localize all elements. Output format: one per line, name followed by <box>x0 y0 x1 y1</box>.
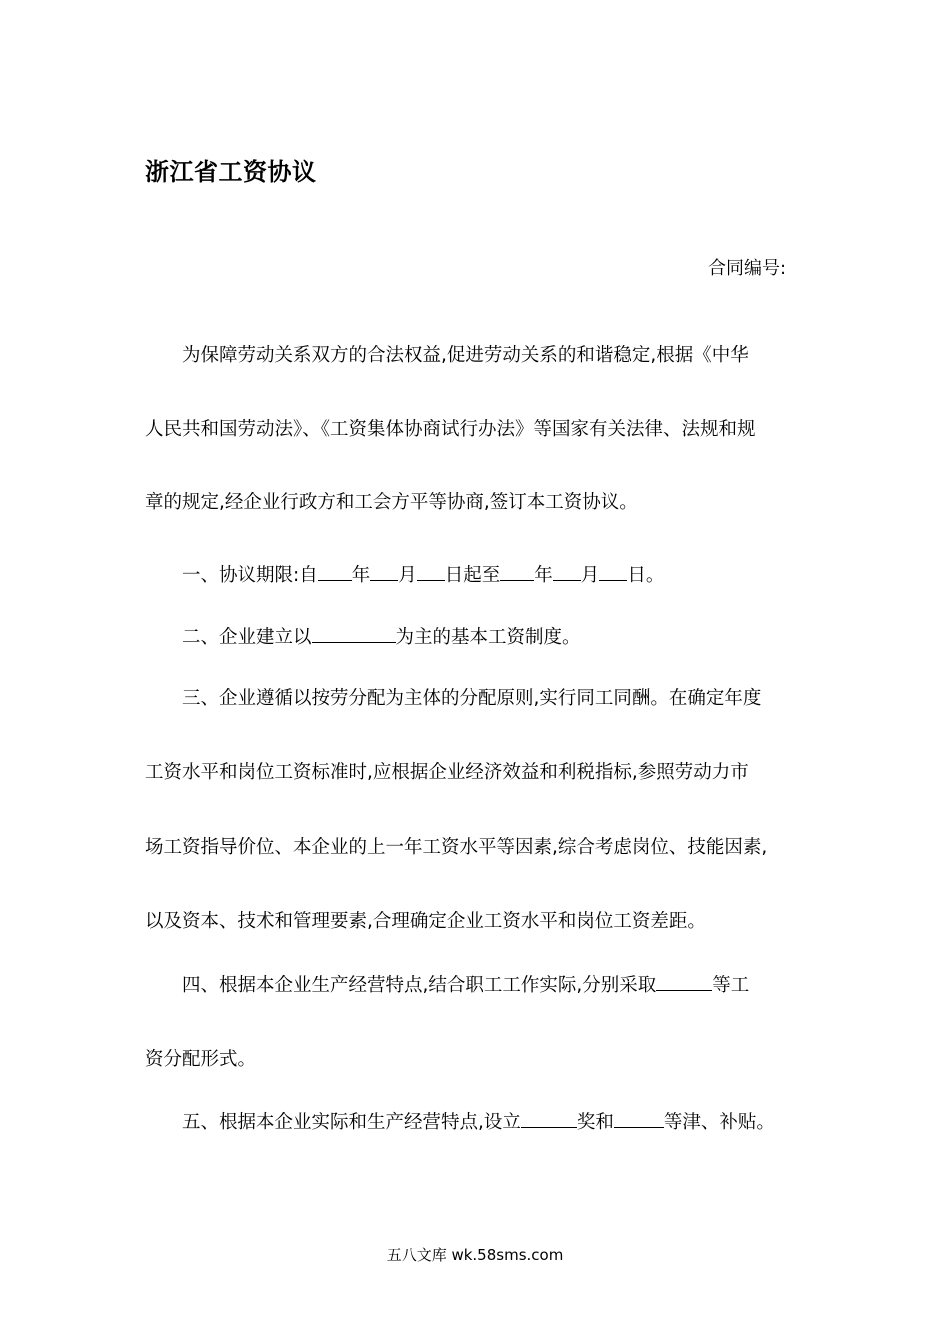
clause-3-line-3: 场工资指导价位、本企业的上一年工资水平等因素,综合考虑岗位、技能因素, <box>145 837 768 858</box>
clause-4-text-a: 四、根据本企业生产经营特点,结合职工工作实际,分别采取 <box>182 975 657 996</box>
blank-wage-system <box>312 624 396 643</box>
blank-start-day <box>417 562 445 581</box>
clause-2-text-b: 为主的基本工资制度。 <box>395 627 581 648</box>
blank-bonus <box>521 1109 577 1128</box>
document-title: 浙江省工资协议 <box>145 158 317 186</box>
clause-2 <box>182 624 581 651</box>
clause-4-line-2: 资分配形式。 <box>145 1049 257 1070</box>
clause-5 <box>182 1109 775 1136</box>
clause-4-line-1 <box>182 972 749 999</box>
blank-distribution-form <box>656 972 712 991</box>
clause-1-text-d: 日起至 <box>444 565 501 586</box>
clause-1-text-g: 日。 <box>627 565 665 586</box>
contract-number-label: 合同编号: <box>708 258 787 279</box>
intro-line-2: 人民共和国劳动法》、《工资集体协商试行办法》等国家有关法律、法规和规 <box>145 419 756 440</box>
clause-5-text-c: 等津、补贴。 <box>663 1112 775 1133</box>
intro-line-3: 章的规定,经企业行政方和工会方平等协商,签订本工资协议。 <box>145 492 638 513</box>
clause-1-text-b: 年 <box>351 565 371 586</box>
clause-1-text-c: 月 <box>398 565 417 586</box>
clause-5-text-a: 五、根据本企业实际和生产经营特点,设立 <box>182 1112 521 1133</box>
blank-allowance <box>614 1109 664 1128</box>
blank-end-year <box>500 562 534 581</box>
clause-1-text-f: 月 <box>580 565 600 586</box>
clause-5-text-b: 奖和 <box>576 1112 614 1133</box>
clause-1-text-e: 年 <box>534 565 553 586</box>
clause-4-text-b: 等工 <box>712 975 750 996</box>
footer-watermark: 五八文库 wk.58sms.com <box>386 1246 564 1264</box>
clause-3-line-2: 工资水平和岗位工资标准时,应根据企业经济效益和利税指标,参照劳动力市 <box>145 762 749 783</box>
clause-3-line-4: 以及资本、技术和管理要素,合理确定企业工资水平和岗位工资差距。 <box>145 911 706 932</box>
intro-line-1: 为保障劳动关系双方的合法权益,促进劳动关系的和谐稳定,根据《中华 <box>182 345 749 366</box>
clause-1-text-a: 一、协议期限:自 <box>182 565 318 586</box>
clause-2-text-a: 二、企业建立以 <box>182 627 312 648</box>
blank-start-month <box>370 562 398 581</box>
clause-1 <box>182 562 664 589</box>
blank-end-month <box>553 562 581 581</box>
blank-end-day <box>599 562 627 581</box>
clause-3-line-1: 三、企业遵循以按劳分配为主体的分配原则,实行同工同酬。在确定年度 <box>182 688 762 709</box>
blank-start-year <box>318 562 352 581</box>
